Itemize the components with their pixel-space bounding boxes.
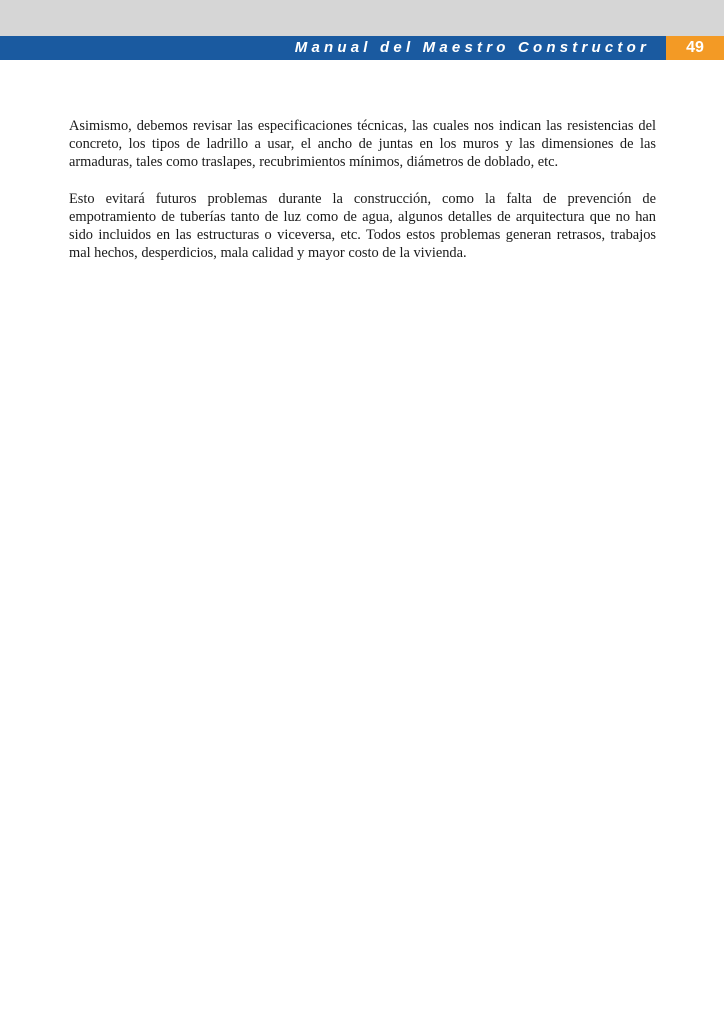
book-title: Manual del Maestro Constructor: [294, 39, 650, 56]
paragraph-2: Esto evitará futuros problemas durante la construcción, como la falta de prevención de empotramiento de tuberías tanto de luz como de agua, algunos detalles de arquitectura que no han sido incluidos en las estructuras o viceversa, etc. Todos estos problemas generan retrasos, trabajos mal hechos, desperdicios, mala calidad y mayor costo de la vivienda.: [69, 190, 656, 262]
body-text: [69, 117, 656, 280]
page-number: 49: [666, 36, 724, 60]
top-gray-band: [0, 0, 724, 36]
running-header: [0, 36, 724, 60]
paragraph-1: Asimismo, debemos revisar las especificaciones técnicas, las cuales nos indican las resistencias del concreto, los tipos de ladrillo a usar, el ancho de juntas en los muros y las dimensiones de las armaduras, tales como traslapes, recubrimientos mínimos, diámetros de doblado, etc.: [69, 118, 656, 171]
